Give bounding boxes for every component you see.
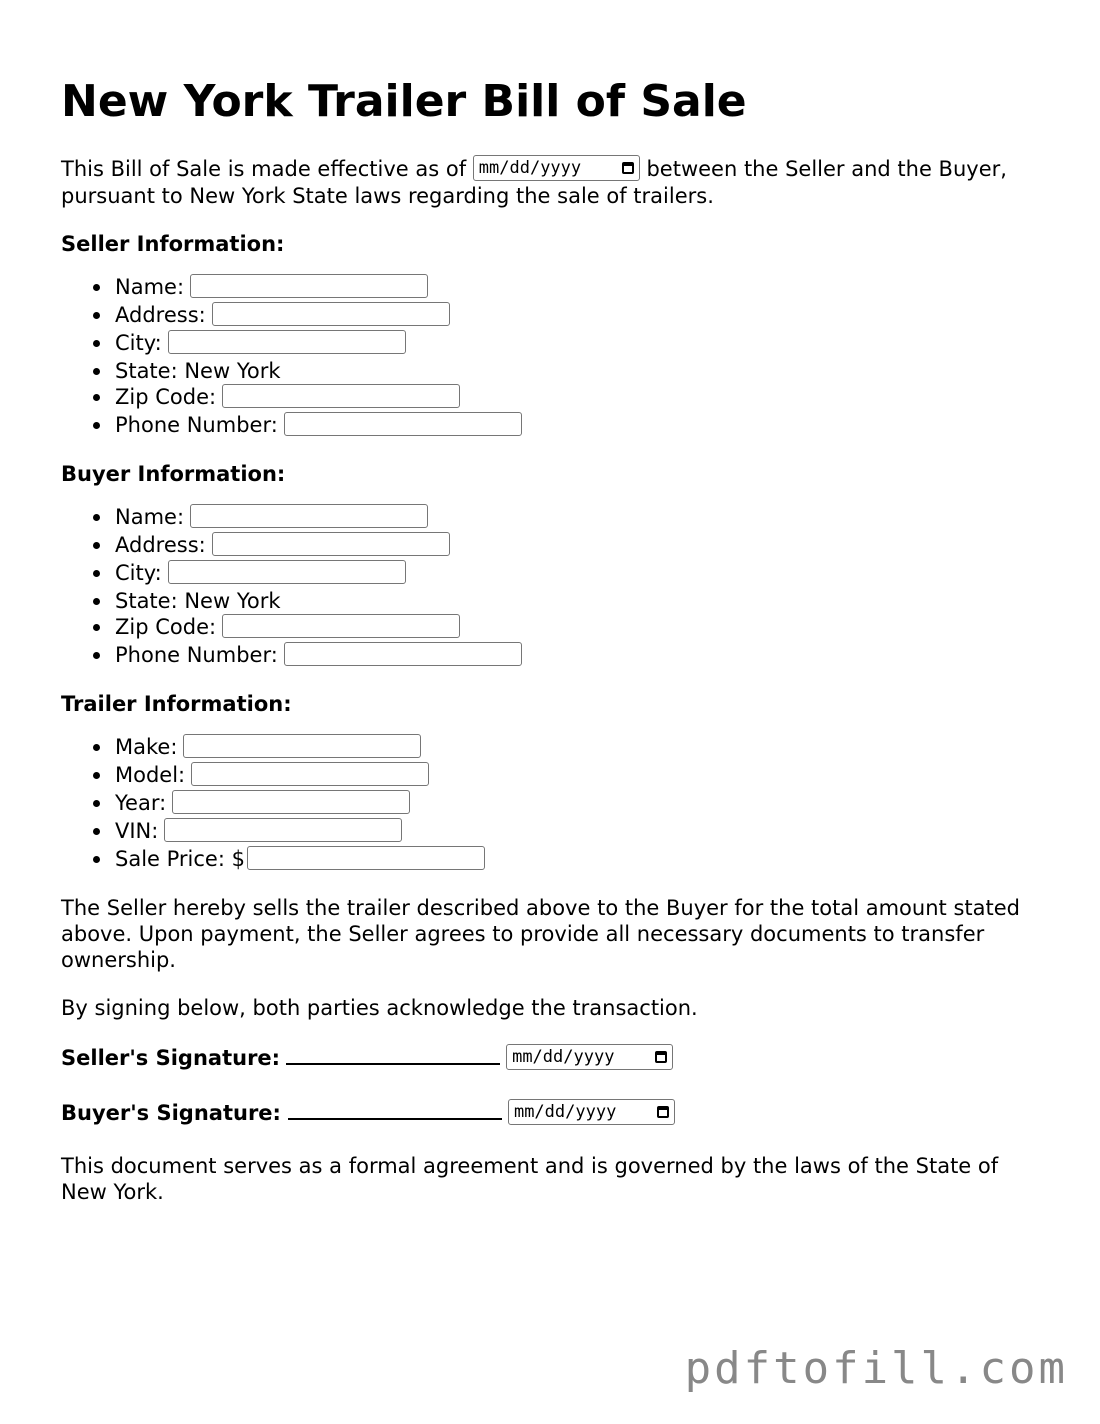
seller-signature-row — [61, 1043, 1041, 1072]
seller-heading: Seller Information: — [61, 232, 285, 256]
intro-paragraph — [61, 156, 1041, 209]
trailer-heading: Trailer Information: — [61, 692, 292, 716]
buyer-info-list — [61, 503, 1041, 669]
calendar-icon[interactable] — [657, 1106, 669, 1118]
watermark: pdftofill.com — [684, 1343, 1068, 1394]
list-item — [115, 817, 1041, 845]
trailer-price-input[interactable] — [247, 846, 485, 870]
list-item — [115, 503, 1041, 531]
trailer-model-label: Model: — [115, 763, 186, 787]
buyer-signature-row — [61, 1098, 1041, 1127]
list-item — [115, 531, 1041, 559]
list-item — [115, 559, 1041, 587]
effective-date-input[interactable] — [473, 155, 640, 181]
seller-address-label: Address: — [115, 303, 206, 327]
list-item — [115, 383, 1041, 411]
closing-statement: This document serves as a formal agreement and is governed by the laws of the State of New York. — [61, 1154, 999, 1204]
seller-date-placeholder: mm/dd/yyyy — [512, 1047, 615, 1067]
page-title: New York Trailer Bill of Sale — [61, 76, 747, 127]
list-item — [115, 273, 1041, 301]
buyer-state-text: State: New York — [115, 589, 281, 613]
buyer-phone-label: Phone Number: — [115, 643, 278, 667]
list-item — [115, 411, 1041, 439]
seller-city-label: City: — [115, 331, 162, 355]
calendar-icon[interactable] — [655, 1051, 667, 1063]
seller-signature-line[interactable] — [286, 1043, 500, 1065]
intro-text-after: between the Seller and the Buyer, pursuant to New York State laws regarding the sale of trailers. — [61, 157, 1007, 208]
trailer-make-label: Make: — [115, 735, 178, 759]
seller-name-label: Name: — [115, 275, 185, 299]
calendar-icon[interactable] — [622, 162, 634, 174]
list-item — [115, 329, 1041, 357]
buyer-name-input[interactable] — [190, 504, 428, 528]
seller-zip-label: Zip Code: — [115, 385, 217, 409]
acknowledge-statement: By signing below, both parties acknowledge the transaction. — [61, 996, 698, 1020]
list-item — [115, 761, 1041, 789]
document-page — [61, 72, 1041, 1205]
buyer-name-label: Name: — [115, 505, 185, 529]
buyer-phone-input[interactable] — [284, 642, 522, 666]
list-item — [115, 789, 1041, 817]
list-item — [115, 845, 1041, 873]
seller-name-input[interactable] — [190, 274, 428, 298]
trailer-year-input[interactable] — [172, 790, 410, 814]
list-item — [115, 613, 1041, 641]
trailer-vin-input[interactable] — [164, 818, 402, 842]
buyer-city-input[interactable] — [168, 560, 406, 584]
trailer-model-input[interactable] — [191, 762, 429, 786]
buyer-signature-line[interactable] — [288, 1098, 502, 1120]
seller-address-input[interactable] — [212, 302, 450, 326]
list-item — [115, 641, 1041, 669]
seller-city-input[interactable] — [168, 330, 406, 354]
buyer-signature-label: Buyer's Signature: — [61, 1101, 281, 1125]
seller-signature-date-input[interactable] — [506, 1044, 673, 1070]
list-item — [115, 357, 1041, 383]
seller-signature-label: Seller's Signature: — [61, 1046, 281, 1070]
buyer-city-label: City: — [115, 561, 162, 585]
sale-statement: The Seller hereby sells the trailer described above to the Buyer for the total amount stated above. Upon payment, the Seller agrees to provide all necessary documents to transfer ownership. — [61, 896, 1020, 972]
buyer-zip-label: Zip Code: — [115, 615, 217, 639]
buyer-address-label: Address: — [115, 533, 206, 557]
buyer-heading: Buyer Information: — [61, 462, 286, 486]
list-item — [115, 587, 1041, 613]
seller-state-text: State: New York — [115, 359, 281, 383]
buyer-date-placeholder: mm/dd/yyyy — [513, 1102, 617, 1122]
effective-date-placeholder: mm/dd/yyyy — [478, 158, 582, 178]
trailer-vin-label: VIN: — [115, 819, 159, 843]
intro-text-before: This Bill of Sale is made effective as of — [61, 157, 467, 181]
buyer-address-input[interactable] — [212, 532, 450, 556]
buyer-signature-date-input[interactable] — [508, 1099, 675, 1125]
trailer-make-input[interactable] — [183, 734, 421, 758]
trailer-info-list — [61, 733, 1041, 873]
buyer-zip-input[interactable] — [222, 614, 460, 638]
trailer-price-label: Sale Price: $ — [115, 847, 245, 871]
seller-phone-label: Phone Number: — [115, 413, 278, 437]
list-item — [115, 301, 1041, 329]
seller-phone-input[interactable] — [284, 412, 522, 436]
list-item — [115, 733, 1041, 761]
seller-zip-input[interactable] — [222, 384, 460, 408]
seller-info-list — [61, 273, 1041, 439]
trailer-year-label: Year: — [115, 791, 167, 815]
